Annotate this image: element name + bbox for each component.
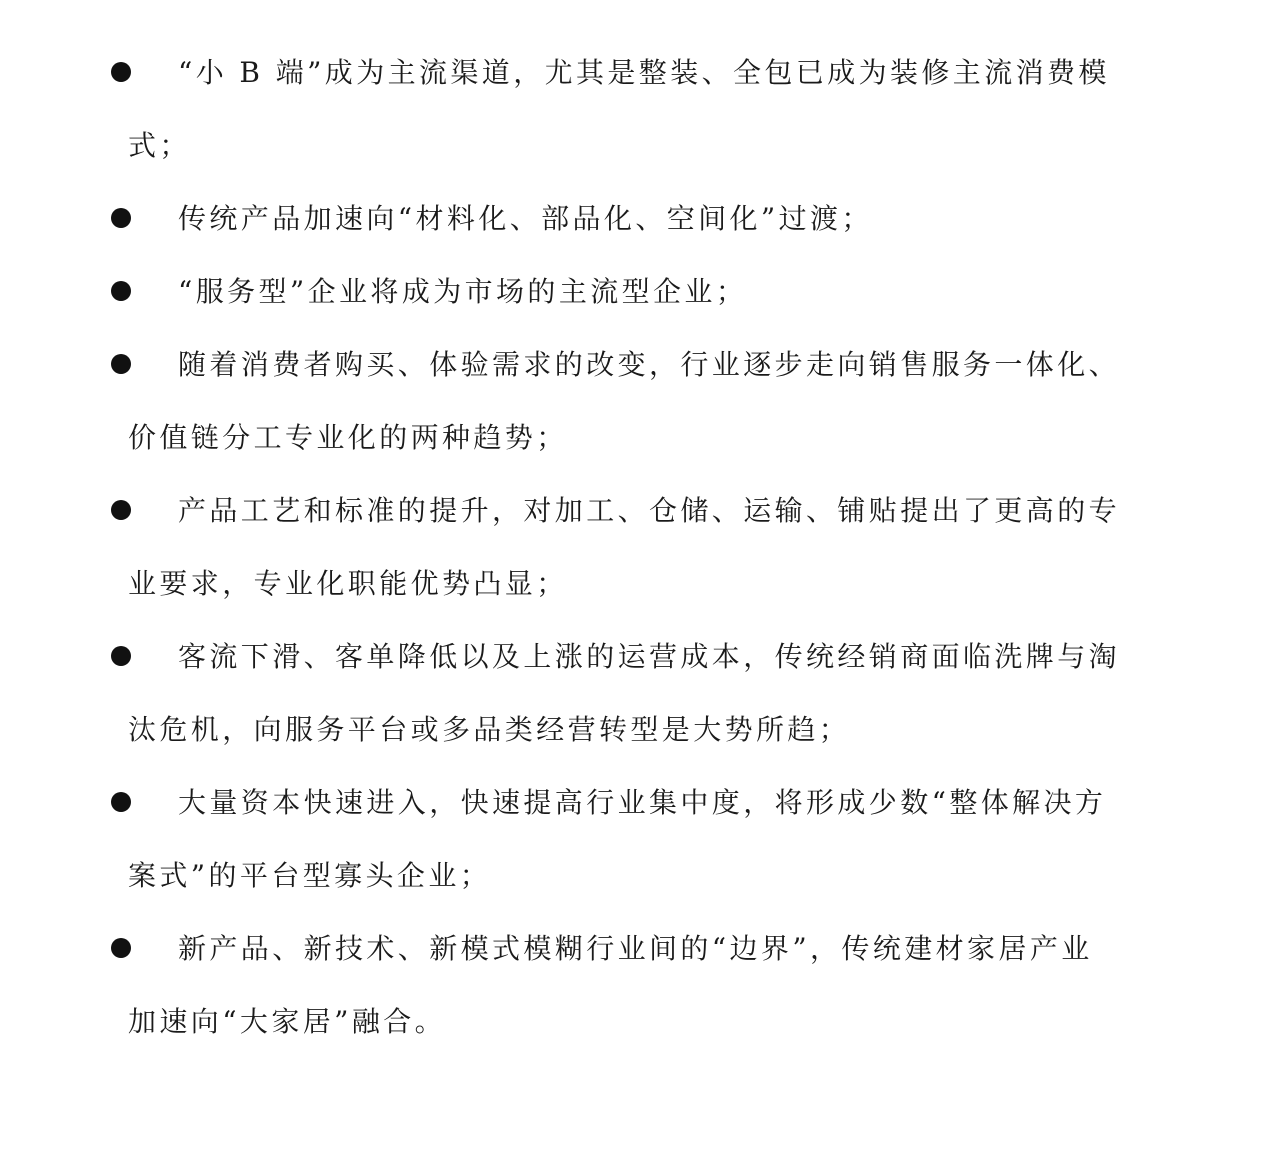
list-item-text: 新产品、新技术、新模式模糊行业间的“边界”，传统建材家居产业 加速向“大家居”融合。 [128,932,1093,1038]
list-item [0,766,1280,912]
list-item [0,328,1280,474]
bullet-dot [111,646,131,666]
bullet-dot [111,62,131,82]
list-item [0,912,1280,1058]
list-item [0,255,1280,328]
bullet-list [0,36,1280,1058]
list-item-text: “服务型”企业将成为市场的主流型企业； [178,275,748,308]
list-item [0,36,1280,182]
bullet-dot [111,281,131,301]
list-item-text: 产品工艺和标准的提升，对加工、仓储、运输、铺贴提出了更高的专 业要求，专业化职能优势凸显； [128,494,1121,600]
bullet-dot [111,208,131,228]
list-item-text: 大量资本快速进入，快速提高行业集中度，将形成少数“整体解决方 案式”的平台型寡头企业； [128,786,1107,892]
list-item [0,182,1280,255]
list-item-text: 传统产品加速向“材料化、部品化、空间化”过渡； [178,202,873,235]
bullet-dot [111,500,131,520]
bullet-dot [111,354,131,374]
bullet-dot [111,792,131,812]
list-item-text: 随着消费者购买、体验需求的改变，行业逐步走向销售服务一体化、 价值链分工专业化的两种趋势； [128,348,1121,454]
list-item-text: 客流下滑、客单降低以及上涨的运营成本，传统经销商面临洗牌与淘 汰危机，向服务平台或多品类经营转型是大势所趋； [128,640,1121,746]
list-item-text: “小 B 端”成为主流渠道，尤其是整装、全包已成为装修主流消费模 式； [128,56,1110,162]
list-item [0,474,1280,620]
bullet-dot [111,938,131,958]
list-item [0,620,1280,766]
